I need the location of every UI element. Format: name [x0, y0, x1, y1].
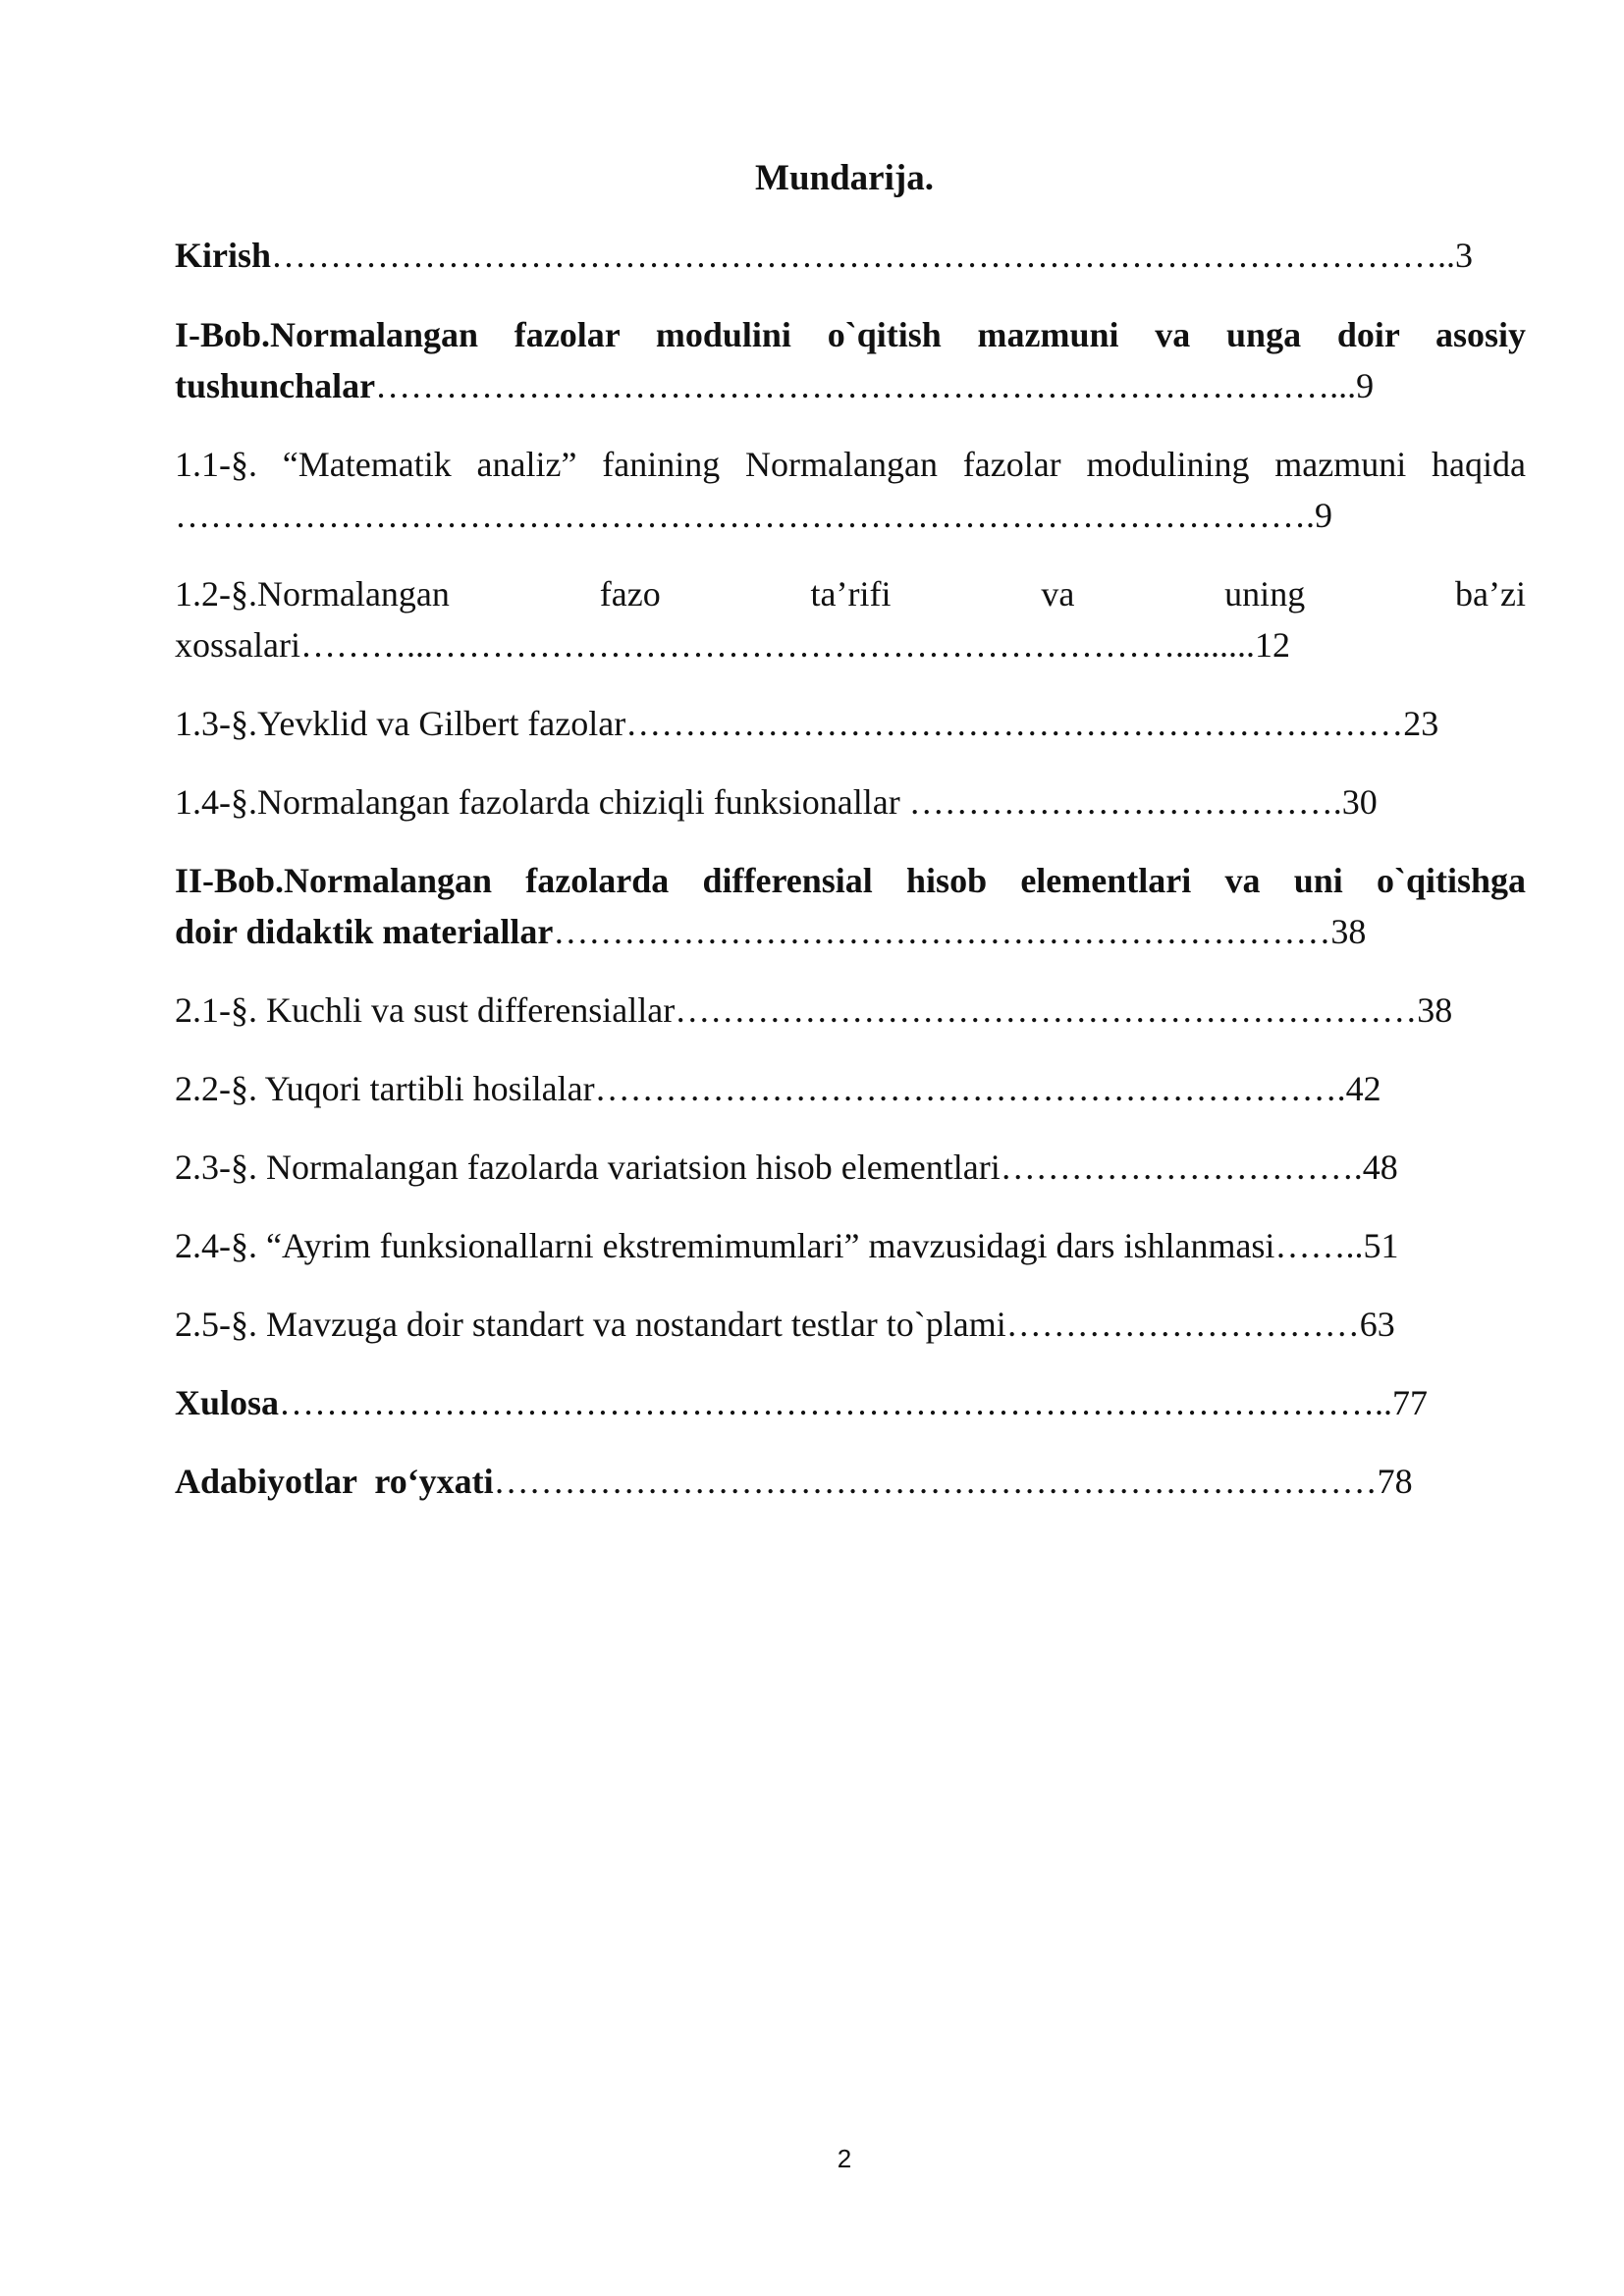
toc-label: doir didaktik materiallar [175, 912, 554, 951]
toc-entry-bob1 [175, 361, 1569, 410]
toc-label: 2.2-§. Yuqori tartibli hosilalar [175, 1069, 595, 1108]
toc-label: Adabiyotlar ro‘yxati [175, 1462, 494, 1501]
toc-entry-s12 [175, 620, 1569, 669]
toc-entry-xulosa [175, 1378, 1569, 1427]
toc-page-number: 51 [1363, 1226, 1399, 1265]
toc-leader: ………………………………………………………………………... [375, 366, 1357, 405]
toc-page-number: 3 [1455, 236, 1474, 275]
toc-label: tushunchalar [175, 366, 376, 405]
toc-leader: ……………………………………………………………………………………. [175, 496, 1315, 535]
toc-entry-s24 [175, 1221, 1569, 1270]
toc-label: Kirish [175, 236, 272, 275]
toc-label: 2.5-§. Mavzuga doir standart va nostandart testlar to`plami [175, 1305, 1006, 1344]
toc-page-number: 63 [1359, 1305, 1395, 1344]
toc-entry-s14 [175, 777, 1569, 827]
toc-page-number: 9 [1315, 496, 1332, 535]
toc-leader: ………………………………. [908, 782, 1342, 822]
toc-leader: …………………………. [1000, 1148, 1363, 1187]
toc-entry-s13 [175, 699, 1569, 748]
toc-entry-s21 [175, 986, 1569, 1035]
toc-entry-bob2-line1: II-Bob.Normalangan fazolarda differensial hisob elementlari va uni o`qitishga [175, 861, 1526, 900]
toc-leader: ………………………………………………………………… [493, 1462, 1378, 1501]
toc-entry-kirish [175, 231, 1569, 280]
toc-dots: ....... [1192, 625, 1255, 665]
toc-leader: …….. [1274, 1226, 1364, 1265]
toc-page-number: 30 [1341, 782, 1378, 822]
toc-entry-s12-line1: 1.2-§.Normalangan fazo ta’rifi va uning ba’zi [175, 574, 1526, 614]
toc-label: 1.3-§.Yevklid va Gilbert fazolar [175, 704, 626, 743]
toc-page-number: 78 [1377, 1462, 1413, 1501]
toc-entry-s23 [175, 1143, 1569, 1192]
toc-label: 1.4-§.Normalangan fazolarda chiziqli funksionallar [175, 782, 909, 822]
toc-leader: ………………………………………………………… [553, 912, 1331, 951]
toc-label: 2.4-§. “Ayrim funksionallarni ekstremimumlari” mavzusidagi dars ishlanmasi [175, 1226, 1275, 1265]
toc-page-number: 23 [1403, 704, 1439, 743]
toc-leader: ………………………………………………………………………………….. [279, 1383, 1393, 1422]
toc-label: 2.3-§. Normalangan fazolarda variatsion hisob elementlari [175, 1148, 1001, 1187]
toc-page-number: 38 [1417, 990, 1453, 1030]
toc-leader: ……………………………………………………………………………………….. [271, 236, 1456, 275]
toc-page-number: 77 [1392, 1383, 1429, 1422]
toc-entry-bob2 [175, 907, 1569, 956]
toc-entry-bob1-line1: I-Bob.Normalangan fazolar modulini o`qitish mazmuni va unga doir asosiy [175, 315, 1526, 354]
toc-label: Xulosa [175, 1383, 280, 1422]
toc-leader: ……………………………………………………… [675, 990, 1418, 1030]
toc-leader: ………………………………………………………. [594, 1069, 1346, 1108]
toc-entry-s22 [175, 1064, 1569, 1113]
toc-label: 2.1-§. Kuchli va sust differensiallar [175, 990, 676, 1030]
toc-leader: ………...……………………………………………………….. [299, 625, 1193, 665]
toc-entry-adabiyotlar [175, 1457, 1569, 1506]
toc-page-number: 38 [1330, 912, 1367, 951]
toc-page-number: 12 [1254, 625, 1290, 665]
toc-entry-s11-line1: 1.1-§. “Matematik analiz” fanining Normalangan fazolar modulining mazmuni haqida [175, 445, 1526, 484]
toc-entry-s11 [175, 491, 1569, 540]
toc-page-number: 42 [1345, 1069, 1381, 1108]
toc-leader: ………………………………………………………… [625, 704, 1404, 743]
page-number: 2 [837, 2144, 852, 2173]
toc-entry-s25 [175, 1300, 1569, 1349]
toc-page-number: 9 [1356, 366, 1375, 405]
toc-label: xossalari [175, 625, 300, 665]
toc-leader: ………………………… [1005, 1305, 1360, 1344]
toc-page-number: 48 [1362, 1148, 1398, 1187]
page-title: Mundarija. [755, 158, 934, 198]
